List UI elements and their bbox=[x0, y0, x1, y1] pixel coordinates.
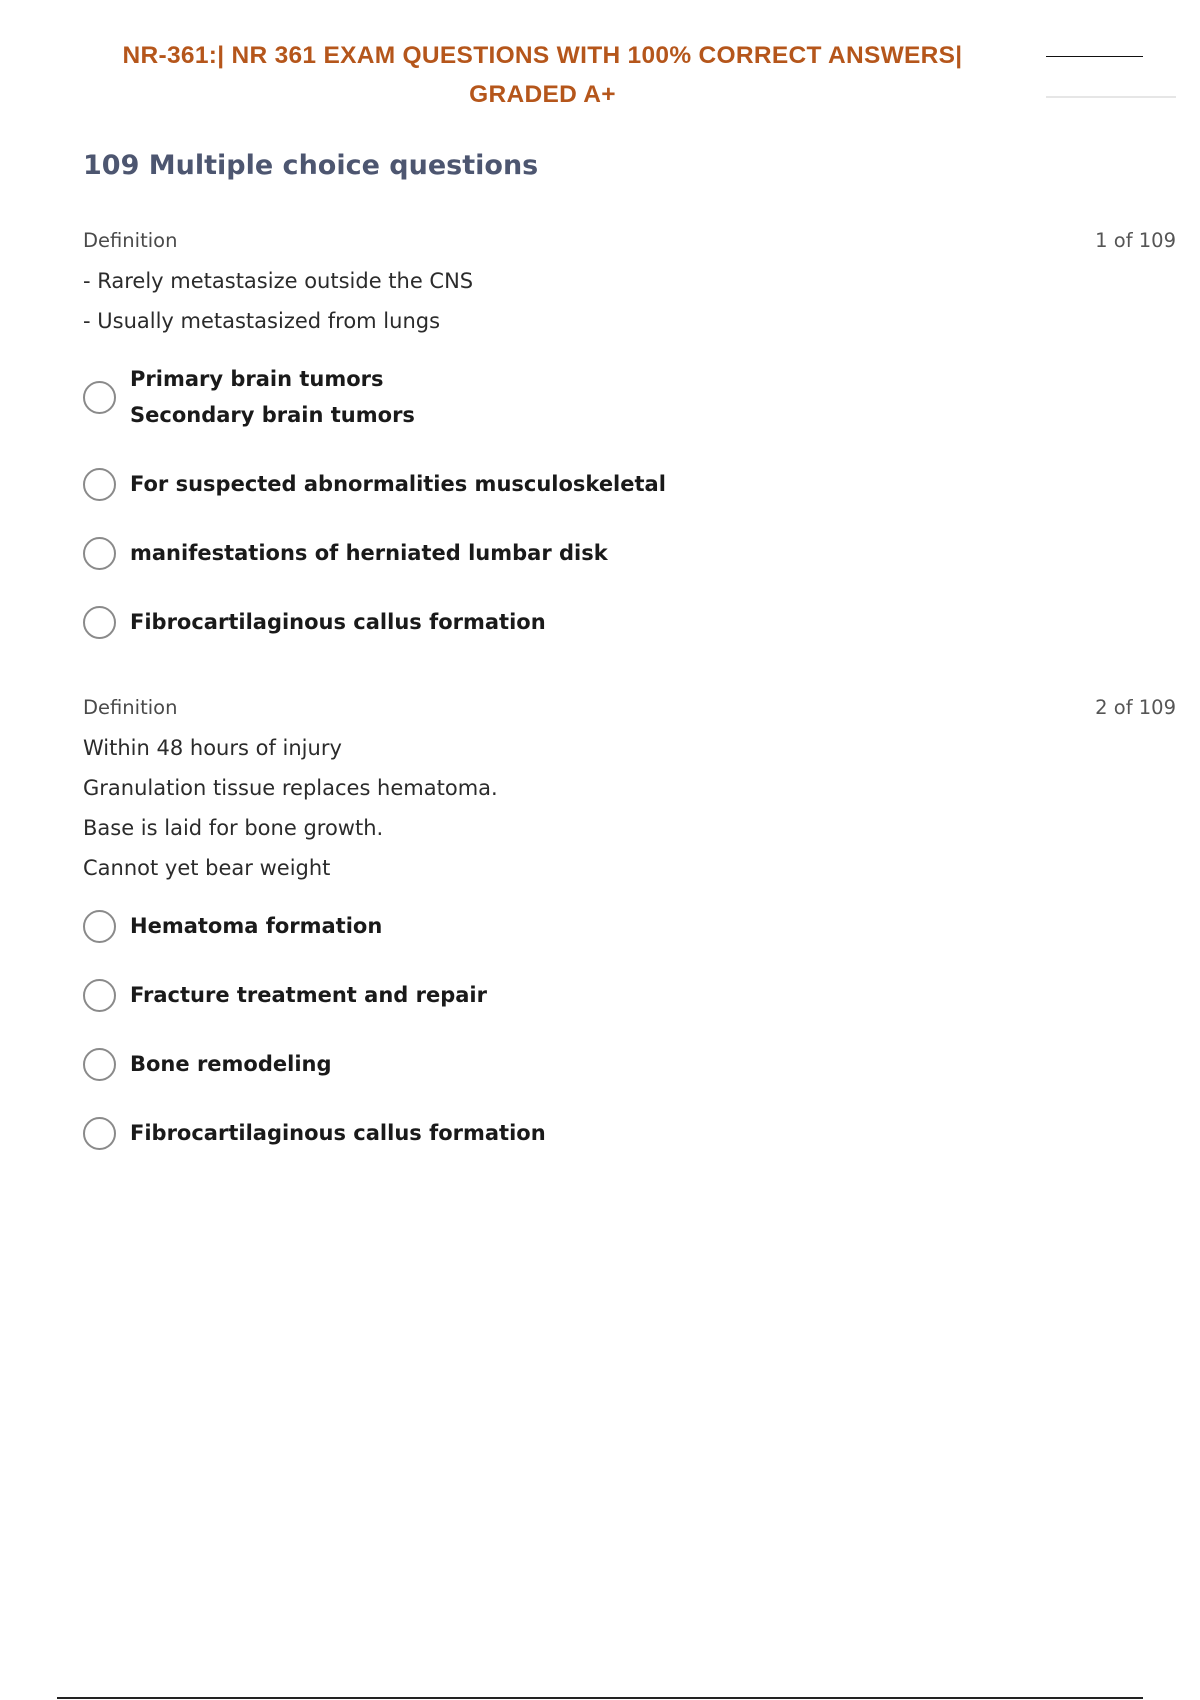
question-label: Definition bbox=[83, 229, 178, 252]
answer-option-label bbox=[130, 361, 415, 433]
answer-option[interactable] bbox=[83, 361, 1176, 433]
answer-option-label: Fracture treatment and repair bbox=[130, 983, 487, 1007]
answer-option[interactable] bbox=[83, 466, 1176, 502]
question-label: Definition bbox=[83, 696, 178, 719]
definition-line: - Usually metastasized from lungs bbox=[83, 309, 441, 333]
answer-option-label: Fibrocartilaginous callus formation bbox=[130, 610, 546, 634]
definition-line: - Rarely metastasize outside the CNS bbox=[83, 269, 474, 293]
header-rule-light bbox=[1046, 96, 1176, 98]
radio-button[interactable] bbox=[83, 468, 116, 501]
answer-option[interactable] bbox=[83, 977, 1176, 1013]
document-header bbox=[0, 36, 1085, 114]
set-title: 109 Multiple choice questions bbox=[83, 150, 539, 181]
answer-option-line: Primary brain tumors bbox=[130, 367, 384, 391]
header-rule bbox=[1046, 56, 1143, 57]
answer-option-line: Secondary brain tumors bbox=[130, 403, 415, 427]
definition-line: Granulation tissue replaces hematoma. bbox=[83, 776, 498, 800]
answer-option-label: Hematoma formation bbox=[130, 914, 383, 938]
question-definition bbox=[83, 261, 1176, 341]
radio-button[interactable] bbox=[83, 537, 116, 570]
definition-line: Within 48 hours of injury bbox=[83, 736, 342, 760]
radio-button[interactable] bbox=[83, 1048, 116, 1081]
header-title-line-1: NR-361:| NR 361 EXAM QUESTIONS WITH 100% CORRECT ANSWERS| bbox=[122, 42, 963, 69]
answer-option-label: For suspected abnormalities musculoskeletal bbox=[130, 472, 666, 496]
radio-button[interactable] bbox=[83, 910, 116, 943]
footer-rule bbox=[57, 1697, 1143, 1699]
answer-option-label: Bone remodeling bbox=[130, 1052, 332, 1076]
radio-button[interactable] bbox=[83, 1117, 116, 1150]
definition-line: Cannot yet bear weight bbox=[83, 856, 331, 880]
answer-option-label: manifestations of herniated lumbar disk bbox=[130, 541, 608, 565]
question-definition bbox=[83, 728, 1176, 888]
answer-option[interactable] bbox=[83, 535, 1176, 571]
header-title-line-2: GRADED A+ bbox=[469, 81, 616, 108]
answer-option[interactable] bbox=[83, 1046, 1176, 1082]
radio-button[interactable] bbox=[83, 979, 116, 1012]
answer-option[interactable] bbox=[83, 1115, 1176, 1151]
question-counter: 1 of 109 bbox=[1095, 229, 1176, 252]
answer-options bbox=[83, 908, 1176, 1151]
answer-option-label: Fibrocartilaginous callus formation bbox=[130, 1121, 546, 1145]
question-card-1 bbox=[83, 229, 1176, 673]
question-counter: 2 of 109 bbox=[1095, 696, 1176, 719]
answer-option[interactable] bbox=[83, 604, 1176, 640]
question-card-2 bbox=[83, 696, 1176, 1184]
radio-button[interactable] bbox=[83, 606, 116, 639]
answer-option[interactable] bbox=[83, 908, 1176, 944]
radio-button[interactable] bbox=[83, 381, 116, 414]
definition-line: Base is laid for bone growth. bbox=[83, 816, 384, 840]
answer-options bbox=[83, 361, 1176, 640]
